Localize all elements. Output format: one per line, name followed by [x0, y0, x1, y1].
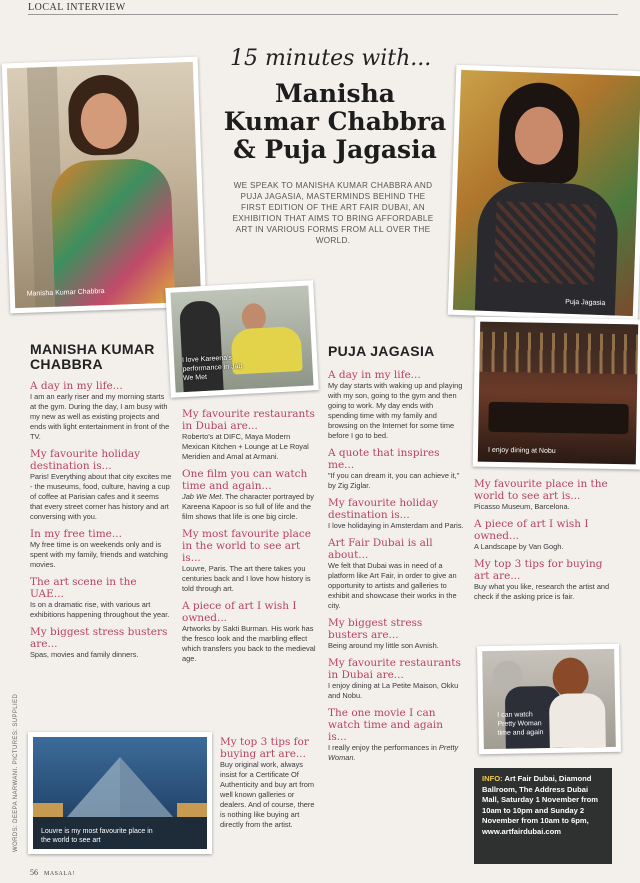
puja-photo [448, 65, 640, 321]
headline [205, 80, 465, 164]
question: My favourite holiday destination is... [328, 497, 439, 521]
puja-column-1 [328, 344, 464, 763]
page-number: 56 [30, 868, 38, 877]
headline-line-3: & Puja Jagasia [233, 135, 437, 164]
film-title: Pretty Woman. [328, 743, 459, 762]
question: A day in my life... [30, 380, 123, 392]
answer: Is on a dramatic rise, with various art exhibitions happening throughout the year. [30, 600, 170, 619]
answer [182, 492, 316, 522]
question: My favourite restaurants in Dubai are... [328, 657, 461, 681]
photo-credits: WORDS: DEEPA NARWANI. PICTURES: SUPPLIED [13, 693, 19, 852]
intro-text: WE SPEAK TO MANISHA KUMAR CHABBRA AND PUJA JAGASIA, MASTERMINDS BEHIND THE FIRST EDITION OF THE ART FAIR DUBAI, AN EXHIBITION THAT AIMS TO BRING AFFORDABLE ART IN VARIOUS FORMS FROM ALL OVER THE WORLD. [232, 181, 434, 245]
manisha-column-2 [182, 408, 316, 664]
answer: A Landscape by Van Gogh. [474, 542, 564, 551]
question: A day in my life... [328, 369, 421, 381]
nobu-caption: I enjoy dining at Nobu [487, 446, 556, 455]
header-rule [28, 14, 618, 15]
info-label: INFO: [482, 774, 503, 783]
manisha-tips [220, 736, 320, 830]
answer: Artworks by Sakti Burman. His work has the fresco look and the marbling effect which transfers you back to the medieval age. [182, 624, 316, 663]
question: My favourite restaurants in Dubai are... [182, 408, 315, 432]
question: My biggest stress busters are... [328, 617, 423, 641]
question: A piece of art I wish I owned... [474, 518, 589, 542]
question: My biggest stress busters are... [30, 626, 168, 650]
answer: Buy original work, always insist for a Certificate Of Authenticity and buy art from well known galleries or dealers. And of course, there is nothing like buying art directly from the artist. [220, 760, 315, 829]
headline-line-2: Kumar Chabbra [223, 107, 447, 136]
answer-text: I really enjoy the performances in [328, 743, 439, 752]
question: A piece of art I wish I owned... [182, 600, 297, 624]
question: My most favourite place in the world to see art is... [182, 528, 311, 564]
puja-caption: Puja Jagasia [565, 298, 606, 308]
manisha-column-1 [30, 342, 172, 660]
info-text: Art Fair Dubai, Diamond Ballroom, The Address Dubai Mall, Saturday 1 November from 10am to 10pm and Sunday 2 November from 10am to 6pm, www.artfairdubai.com [482, 774, 599, 836]
question: The art scene in the UAE... [30, 576, 137, 600]
manisha-caption: Manisha Kumar Chabbra [26, 288, 105, 298]
answer: Roberto's at DIFC, Maya Modern Mexican Kitchen + Lounge at Le Royal Meridien and Amal at Armani. [182, 432, 309, 461]
answer: I enjoy dining at La Petite Maison, Okku and Nobu. [328, 681, 459, 700]
section-label: LOCAL INTERVIEW [28, 2, 126, 13]
answer: Picasso Museum, Barcelona. [474, 502, 570, 511]
answer: I am an early riser and my morning starts at the gym. During the day, I am busy with my new as well as existing projects and ends with light entertainment in front of the TV. [30, 392, 170, 441]
pretty-woman-caption: I can watch Pretty Woman time and again [497, 711, 544, 737]
pretty-woman-photo [477, 644, 621, 754]
manisha-photo [2, 57, 207, 314]
footer [30, 868, 75, 877]
headline-line-1: Manisha [275, 79, 395, 108]
answer: My free time is on weekends only and is spent with my family, friends and watching movies. [30, 540, 168, 569]
louvre-caption: Louvre is my most favourite place in the world to see art [41, 828, 153, 844]
film-title: Jab We Met [182, 492, 222, 501]
question: In my free time... [30, 528, 122, 540]
nobu-photo [473, 317, 640, 470]
puja-name: PUJA JAGASIA [328, 343, 435, 359]
puja-column-2 [474, 478, 616, 602]
answer: Spas, movies and family dinners. [30, 650, 139, 659]
answer: "If you can dream it, you can achieve it," by Zig Ziglar. [328, 471, 460, 490]
answer: Buy what you like, research the artist and check if the asking price is fair. [474, 582, 610, 601]
answer: I love holidaying in Amsterdam and Paris. [328, 521, 464, 530]
answer: Louvre, Paris. The art there takes you centuries back and I love how history is told through art. [182, 564, 311, 593]
answer: Being around my little son Avnish. [328, 641, 439, 650]
question: Art Fair Dubai is all about... [328, 537, 433, 561]
answer [328, 743, 464, 763]
answer-text: . The character portrayed by Kareena Kapoor is so full of life and the film shows that life is one big circle. [182, 492, 315, 521]
question: One film you can watch time and again... [182, 468, 308, 492]
manisha-name: MANISHA KUMAR CHABBRA [30, 341, 155, 372]
question: My favourite holiday destination is... [30, 448, 141, 472]
question: The one movie I can watch time and again is... [328, 707, 443, 743]
question: My top 3 tips for buying art are... [474, 558, 603, 582]
answer: We felt that Dubai was in need of a platform like Art Fair, in order to give an opportunity to artists and galleries to exhibit and showcase their works in the city. [328, 561, 457, 610]
magazine-brand: MASALA! [44, 871, 75, 877]
info-box [474, 768, 612, 864]
question: My top 3 tips for buying art are... [220, 736, 309, 760]
kareena-caption: I love Kareena's performance in Jab We Met [181, 354, 243, 383]
title-kicker: 15 minutes with... [230, 46, 432, 71]
answer: My day starts with waking up and playing with my son, going to the gym and then going to work. My day ends with spending time with my family and browsing on the Internet for some time before I go to bed. [328, 381, 463, 440]
louvre-photo [28, 732, 212, 854]
kareena-photo [165, 280, 319, 398]
answer: Paris! Everything about that city excites me - the museums, food, culture, having a cup of coffee at Parisian cafes and it seems that every street corner has history and art conversing with you. [30, 472, 172, 521]
question: A quote that inspires me... [328, 447, 440, 471]
question: My favourite place in the world to see art is... [474, 478, 608, 502]
